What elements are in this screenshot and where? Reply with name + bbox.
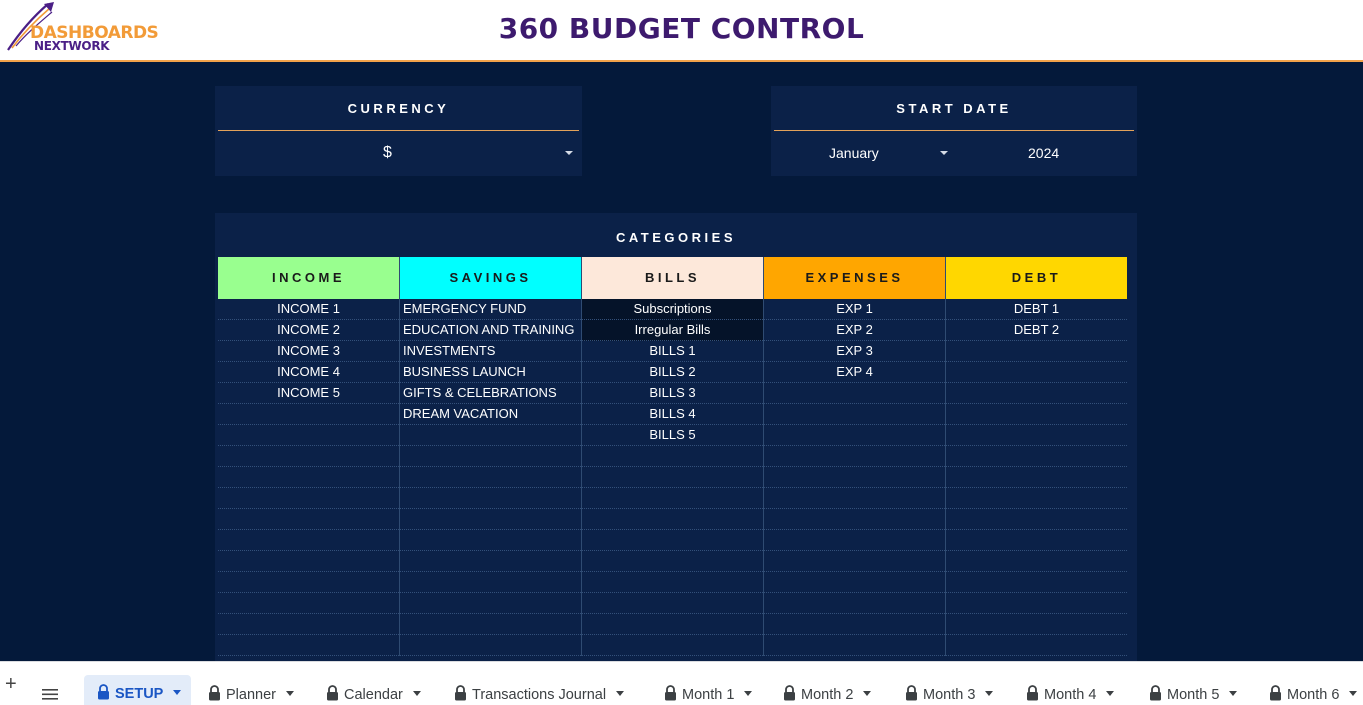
lock-icon	[1026, 678, 1039, 705]
start-date-panel	[771, 86, 1137, 176]
category-cell[interactable]: EXP 3	[764, 341, 945, 362]
category-cell[interactable]	[946, 341, 1127, 362]
category-cell[interactable]	[764, 530, 945, 551]
category-cell[interactable]	[582, 593, 763, 614]
category-cell[interactable]	[946, 593, 1127, 614]
sheet-tab-month-2[interactable]	[783, 676, 871, 705]
sheet-tab-label: Month 5	[1167, 687, 1220, 703]
sheet-tab-label: Month 4	[1044, 687, 1097, 703]
category-header-bills: BILLS	[582, 257, 763, 299]
currency-dropdown[interactable]	[215, 131, 582, 175]
chevron-down-icon	[565, 151, 573, 155]
lock-icon	[454, 678, 467, 705]
start-year-value[interactable]: 2024	[1028, 145, 1060, 161]
category-cell[interactable]: DEBT 1	[946, 299, 1127, 320]
sheet-tab-label: Month 2	[801, 687, 854, 703]
sheet-header	[0, 0, 1363, 62]
category-cell[interactable]: EDUCATION AND TRAINING	[400, 320, 581, 341]
category-cell[interactable]	[946, 362, 1127, 383]
category-cell[interactable]: EXP 1	[764, 299, 945, 320]
sheet-tab-calendar[interactable]	[326, 676, 421, 705]
category-cell[interactable]: INVESTMENTS	[400, 341, 581, 362]
sheet-tab-transactions-journal[interactable]	[454, 676, 624, 705]
category-cell[interactable]	[582, 488, 763, 509]
sheet-tab-setup[interactable]	[84, 675, 191, 705]
category-cell[interactable]	[218, 614, 399, 635]
chevron-down-icon	[940, 151, 948, 155]
sheet-tab-month-5[interactable]	[1149, 676, 1237, 705]
lock-icon	[905, 678, 918, 705]
category-cell[interactable]	[400, 593, 581, 614]
category-cell[interactable]	[946, 383, 1127, 404]
category-header-savings: SAVINGS	[400, 257, 581, 299]
category-cell[interactable]	[582, 614, 763, 635]
category-cell[interactable]	[764, 509, 945, 530]
category-cell[interactable]	[946, 446, 1127, 467]
lock-icon	[208, 678, 221, 705]
category-cell[interactable]	[400, 509, 581, 530]
category-cell[interactable]: GIFTS & CELEBRATIONS	[400, 383, 581, 404]
category-cell[interactable]	[764, 614, 945, 635]
category-cell[interactable]	[946, 614, 1127, 635]
category-cell[interactable]	[218, 467, 399, 488]
category-column-debt	[946, 257, 1127, 656]
chevron-down-icon[interactable]	[286, 691, 294, 696]
category-cell[interactable]	[946, 635, 1127, 656]
currency-panel	[215, 86, 582, 176]
category-cell[interactable]	[946, 425, 1127, 446]
sheet-tab-bar	[0, 661, 1363, 705]
lock-icon	[326, 678, 339, 705]
chevron-down-icon[interactable]	[173, 690, 181, 695]
category-cell[interactable]	[400, 488, 581, 509]
chevron-down-icon[interactable]	[744, 691, 752, 696]
category-cell[interactable]	[218, 530, 399, 551]
category-cell[interactable]	[764, 593, 945, 614]
category-column-income	[218, 257, 400, 656]
category-cell[interactable]	[400, 551, 581, 572]
category-cell[interactable]	[218, 572, 399, 593]
category-cell[interactable]	[400, 446, 581, 467]
chevron-down-icon[interactable]	[863, 691, 871, 696]
category-cell[interactable]	[400, 425, 581, 446]
category-cell[interactable]	[400, 467, 581, 488]
category-cell[interactable]	[582, 446, 763, 467]
category-cell[interactable]	[400, 614, 581, 635]
category-cell[interactable]: Subscriptions	[582, 299, 763, 320]
category-cell[interactable]: EMERGENCY FUND	[400, 299, 581, 320]
category-cell[interactable]	[946, 509, 1127, 530]
category-cell[interactable]	[946, 488, 1127, 509]
category-cell[interactable]	[400, 635, 581, 656]
category-cell[interactable]: BILLS 1	[582, 341, 763, 362]
sheet-tab-label: Calendar	[344, 687, 403, 703]
category-cell[interactable]	[764, 467, 945, 488]
category-cell[interactable]	[764, 635, 945, 656]
category-cell[interactable]	[582, 467, 763, 488]
category-header-expenses: EXPENSES	[764, 257, 945, 299]
category-cell[interactable]: BUSINESS LAUNCH	[400, 362, 581, 383]
category-cell[interactable]	[946, 467, 1127, 488]
lock-icon	[1269, 678, 1282, 705]
category-cell[interactable]: Irregular Bills	[582, 320, 763, 341]
chevron-down-icon[interactable]	[1349, 691, 1357, 696]
category-column-bills	[582, 257, 764, 656]
category-cell[interactable]	[582, 635, 763, 656]
category-cell[interactable]: INCOME 3	[218, 341, 399, 362]
categories-table	[218, 257, 1127, 656]
category-cell[interactable]	[764, 572, 945, 593]
category-header-income: INCOME	[218, 257, 399, 299]
category-cell[interactable]	[582, 572, 763, 593]
start-month-value: January	[829, 145, 879, 161]
category-cell[interactable]: BILLS 3	[582, 383, 763, 404]
category-column-expenses	[764, 257, 946, 656]
sheet-tab-label: Month 3	[923, 687, 976, 703]
page-title: 360 BUDGET CONTROL	[498, 12, 865, 45]
category-cell[interactable]: DREAM VACATION	[400, 404, 581, 425]
category-cell[interactable]	[764, 404, 945, 425]
category-column-savings	[400, 257, 582, 656]
start-date-label: START DATE	[774, 86, 1134, 131]
category-cell[interactable]	[764, 383, 945, 404]
category-cell[interactable]	[400, 572, 581, 593]
category-cell[interactable]: INCOME 2	[218, 320, 399, 341]
category-cell[interactable]	[218, 509, 399, 530]
category-cell[interactable]	[218, 425, 399, 446]
category-cell[interactable]	[946, 551, 1127, 572]
category-cell[interactable]	[764, 446, 945, 467]
category-cell[interactable]: BILLS 2	[582, 362, 763, 383]
category-cell[interactable]: EXP 4	[764, 362, 945, 383]
sheet-tab-month-6[interactable]	[1269, 676, 1357, 705]
category-cell[interactable]	[582, 509, 763, 530]
sheet-tab-planner[interactable]	[208, 676, 294, 705]
categories-title: CATEGORIES	[616, 230, 736, 245]
category-cell[interactable]: BILLS 4	[582, 404, 763, 425]
start-month-dropdown[interactable]	[771, 131, 955, 175]
chevron-down-icon[interactable]	[616, 691, 624, 696]
category-cell[interactable]: INCOME 5	[218, 383, 399, 404]
logo-text-nextwork: NEXTWORK	[34, 39, 110, 53]
category-cell[interactable]: DEBT 2	[946, 320, 1127, 341]
category-cell[interactable]: BILLS 5	[582, 425, 763, 446]
chevron-down-icon[interactable]	[413, 691, 421, 696]
currency-label: CURRENCY	[218, 86, 579, 131]
category-cell[interactable]	[946, 404, 1127, 425]
lock-icon	[664, 678, 677, 705]
category-cell[interactable]	[218, 635, 399, 656]
logo-text-dashboards: DASHBOARDS	[30, 23, 159, 43]
chevron-down-icon[interactable]	[1229, 691, 1237, 696]
category-cell[interactable]: INCOME 4	[218, 362, 399, 383]
category-cell[interactable]	[218, 488, 399, 509]
plus-icon[interactable]: +	[5, 673, 17, 695]
lock-icon	[1149, 678, 1162, 705]
lock-icon	[97, 677, 110, 705]
category-cell[interactable]	[764, 551, 945, 572]
category-cell[interactable]	[218, 446, 399, 467]
lock-icon	[783, 678, 796, 705]
category-cell[interactable]	[764, 488, 945, 509]
sheet-tab-label: Month 6	[1287, 687, 1340, 703]
sheet-tab-label: SETUP	[115, 686, 164, 702]
category-cell[interactable]: EXP 2	[764, 320, 945, 341]
sheet-tab-label: Transactions Journal	[472, 687, 607, 703]
category-cell[interactable]	[218, 404, 399, 425]
category-cell[interactable]	[764, 425, 945, 446]
currency-value: $	[383, 144, 392, 161]
sheet-tab-month-3[interactable]	[905, 676, 993, 705]
category-cell[interactable]	[582, 551, 763, 572]
category-cell[interactable]	[218, 593, 399, 614]
categories-panel	[215, 213, 1137, 661]
chevron-down-icon[interactable]	[1106, 691, 1114, 696]
category-cell[interactable]	[946, 530, 1127, 551]
category-cell[interactable]	[946, 572, 1127, 593]
chevron-down-icon[interactable]	[985, 691, 993, 696]
sheet-tab-label: Planner	[226, 687, 276, 703]
category-cell[interactable]: INCOME 1	[218, 299, 399, 320]
category-cell[interactable]	[218, 551, 399, 572]
category-cell[interactable]	[582, 530, 763, 551]
sheet-tab-month-1[interactable]	[664, 676, 752, 705]
sheet-tab-label: Month 1	[682, 687, 735, 703]
sheet-tab-month-4[interactable]	[1026, 676, 1114, 705]
category-cell[interactable]	[400, 530, 581, 551]
hamburger-menu-icon[interactable]	[42, 662, 58, 705]
category-header-debt: DEBT	[946, 257, 1127, 299]
